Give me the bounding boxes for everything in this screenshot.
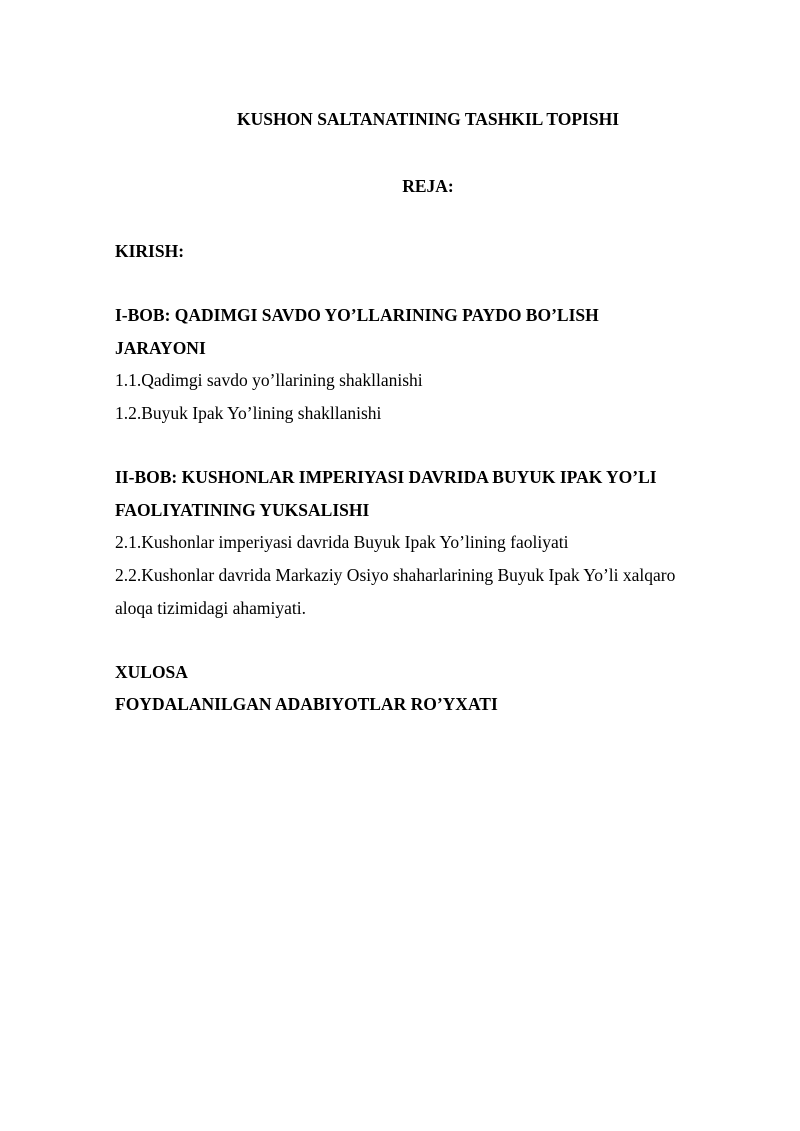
section-1-1: 1.1.Qadimgi savdo yo’llarining shakllanishi — [115, 370, 423, 390]
chapter1-heading-continued: JARAYONI — [115, 338, 206, 358]
document-title: KUSHON SALTANATINING TASHKIL TOPISHI — [236, 109, 620, 129]
chapter2-heading: II-BOB: KUSHONLAR IMPERIYASI DAVRIDA BUYUK IPAK YO’LI — [115, 467, 657, 487]
section-1-2: 1.2.Buyuk Ipak Yo’lining shakllanishi — [115, 403, 382, 423]
introduction-heading: KIRISH: — [115, 241, 185, 261]
conclusion-heading: XULOSA — [115, 662, 188, 682]
plan-heading: REJA: — [402, 176, 454, 196]
section-2-2: 2.2.Kushonlar davrida Markaziy Osiyo shaharlarining Buyuk Ipak Yo’li xalqaro — [115, 565, 676, 585]
references-heading: FOYDALANILGAN ADABIYOTLAR RO’YXATI — [115, 694, 498, 714]
section-2-2-continued: aloqa tizimidagi ahamiyati. — [115, 598, 306, 618]
chapter1-heading: I-BOB: QADIMGI SAVDO YO’LLARINING PAYDO BO’LISH — [115, 305, 599, 325]
section-2-1: 2.1.Kushonlar imperiyasi davrida Buyuk Ipak Yo’lining faoliyati — [115, 532, 569, 552]
chapter2-heading-continued: FAOLIYATINING YUKSALISHI — [115, 500, 370, 520]
